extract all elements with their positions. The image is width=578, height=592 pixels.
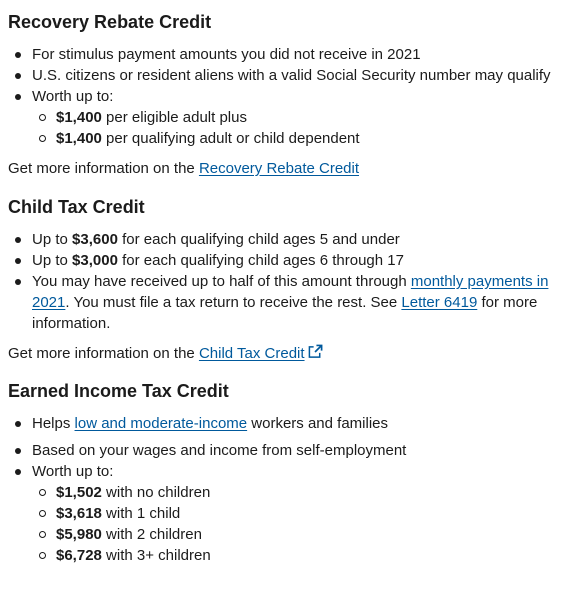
list-item	[32, 229, 570, 250]
monthly-payments-link[interactable]: monthly payments in 2021	[32, 273, 549, 311]
letter-6419-link[interactable]: Letter 6419	[401, 294, 478, 311]
amount: $5,980	[56, 526, 102, 543]
sub-list-item	[56, 545, 570, 566]
amount: $1,400	[56, 130, 102, 147]
list-item-text: for each qualifying child ages 5 and under	[117, 231, 400, 248]
section-title: Child Tax Credit	[8, 197, 145, 217]
recovery-rebate-credit-link[interactable]: Recovery Rebate Credit	[198, 160, 360, 177]
sub-item-text: per eligible adult plus	[101, 109, 247, 126]
list-item-text: You may have received up to half of this amount through	[32, 273, 411, 290]
section-recovery-rebate-credit	[8, 10, 570, 179]
list-item	[32, 86, 570, 149]
more-info-text: Get more information on the	[8, 345, 199, 362]
list-item-text: Up to	[32, 252, 73, 269]
amount: $1,502	[56, 484, 102, 501]
list-item-text: for each qualifying child ages 6 through 17	[117, 252, 404, 269]
list-item-text: for more information.	[32, 294, 538, 332]
amount: $1,400	[56, 109, 102, 126]
sub-list-item	[56, 482, 570, 503]
more-info-text: Get more information on the	[8, 160, 199, 177]
bullet-list	[8, 413, 570, 566]
list-item: Based on your wages and income from self-employment	[32, 440, 570, 461]
list-item-text: Up to	[32, 231, 73, 248]
amount: $3,618	[56, 505, 102, 522]
sub-item-text: with no children	[101, 484, 211, 501]
section-title: Earned Income Tax Credit	[8, 381, 229, 401]
sub-list-item	[56, 524, 570, 545]
section-earned-income-tax-credit	[8, 379, 570, 566]
bullet-list	[8, 229, 570, 334]
sub-list-item	[56, 107, 570, 128]
low-and-moderate-income-link[interactable]: low and moderate-income	[74, 415, 248, 432]
list-item	[32, 271, 570, 334]
sub-item-text: with 2 children	[101, 526, 202, 543]
list-item-text: Worth up to:	[32, 463, 114, 480]
external-link-icon	[308, 344, 323, 359]
sub-item-text: per qualifying adult or child dependent	[101, 130, 360, 147]
amount: $3,600	[72, 231, 118, 248]
list-item: U.S. citizens or resident aliens with a valid Social Security number may qualify	[32, 65, 570, 86]
list-item	[32, 250, 570, 271]
sub-item-text: with 1 child	[101, 505, 181, 522]
bullet-list	[8, 44, 570, 149]
sub-list-item	[56, 503, 570, 524]
sub-list-item	[56, 128, 570, 149]
list-item-text: workers and families	[247, 415, 389, 432]
sub-bullet-list	[32, 107, 570, 149]
list-item: For stimulus payment amounts you did not receive in 2021	[32, 44, 570, 65]
sub-item-text: with 3+ children	[101, 547, 211, 564]
list-item-text: . You must file a tax return to receive the rest. See	[65, 294, 402, 311]
amount: $6,728	[56, 547, 102, 564]
amount: $3,000	[72, 252, 118, 269]
link-label: Child Tax Credit	[198, 345, 305, 362]
list-item	[32, 413, 570, 434]
list-item-text: Helps	[32, 415, 75, 432]
more-info	[8, 343, 570, 364]
list-item	[32, 461, 570, 566]
section-title: Recovery Rebate Credit	[8, 12, 212, 32]
more-info	[8, 158, 570, 179]
list-item-text: Worth up to:	[32, 88, 114, 105]
sub-bullet-list	[32, 482, 570, 566]
child-tax-credit-link[interactable]	[199, 345, 323, 362]
section-child-tax-credit	[8, 195, 570, 364]
